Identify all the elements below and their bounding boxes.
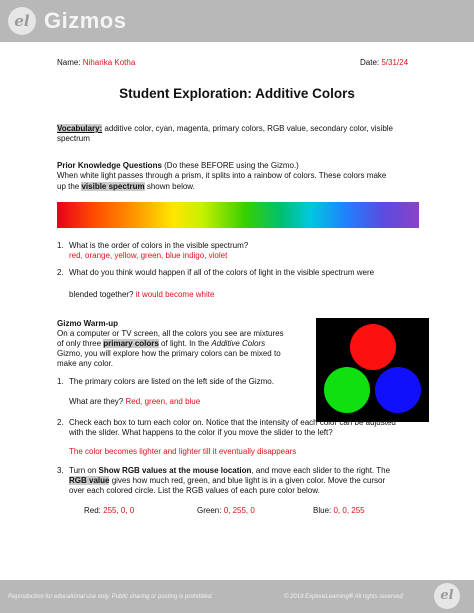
red-rgb-row (84, 506, 134, 516)
page-title: Student Exploration: Additive Colors (119, 86, 355, 101)
green-rgb-row (197, 506, 255, 516)
prior-knowledge-heading: Prior Knowledge Questions (57, 161, 162, 170)
vocabulary-text: additive color, cyan, magenta, primary colors, RGB value, secondary color, visible (102, 124, 393, 133)
rgb-circles-svg (316, 318, 429, 422)
blue-rgb-label: Blue: (313, 506, 334, 515)
green-rgb-label: Green: (197, 506, 224, 515)
prior-text-pre: up the (57, 182, 82, 191)
green-circle (324, 367, 370, 413)
question-2-text-2 (69, 290, 214, 300)
question-2-text-cont: blended together? (69, 290, 134, 299)
warmup-1-question-text: What are they? (69, 397, 124, 406)
red-rgb-value: 255, 0, 0 (103, 506, 135, 515)
rgb-circles-image (316, 318, 429, 422)
date-row (360, 58, 408, 68)
visible-spectrum-term: visible spectrum (81, 182, 145, 191)
question-2-text: What do you think would happen if all of the colors of light in the visible spectrum were (69, 268, 375, 277)
question-1-number: 1. (57, 241, 64, 250)
footer-logo-icon: el (434, 583, 460, 609)
prior-text-line-2 (57, 182, 195, 192)
blue-rgb-value: 0, 0, 255 (333, 506, 365, 515)
vocabulary-label: Vocabulary: (57, 124, 103, 133)
vocabulary-line (57, 124, 393, 134)
warmup-3-line-2 (69, 476, 385, 486)
warmup-line-2 (57, 339, 265, 349)
blue-rgb-row (313, 506, 365, 516)
red-rgb-label: Red: (84, 506, 104, 515)
primary-colors-term: primary colors (103, 339, 159, 348)
warmup-line-4: make any color. (57, 359, 114, 368)
red-circle (350, 324, 396, 370)
warmup-heading: Gizmo Warm-up (57, 319, 119, 328)
visible-spectrum-image (57, 202, 419, 228)
footer-copyright: © 2019 ExploreLearning® All rights reserved (284, 594, 403, 600)
blue-circle (375, 367, 421, 413)
question-1-answer: red, orange, yellow, green, blue indigo, violet (69, 251, 228, 260)
warmup-1-text: The primary colors are listed on the left side of the Gizmo. (69, 377, 274, 386)
name-row (57, 58, 135, 68)
warmup-line-3: Gizmo, you will explore how the primary colors can be mixed to (57, 349, 281, 358)
warmup-line-2-post: of light. In the (158, 339, 212, 348)
warmup-line-2-pre: of only three (57, 339, 104, 348)
warmup-2-text: Check each box to turn each color on. Notice that the intensity of each color can be adjusted (69, 418, 396, 427)
rgb-value-term: RGB value (69, 476, 110, 485)
question-1-text: What is the order of colors in the visible spectrum? (69, 241, 249, 250)
warmup-2-answer: The color becomes lighter and lighter till it eventually disappears (69, 447, 297, 456)
explorelearning-logo-icon: el (8, 7, 36, 35)
green-rgb-value: 0, 255, 0 (223, 506, 255, 515)
question-2-answer: it would become white (133, 290, 215, 299)
date-value: 5/31/24 (381, 58, 409, 67)
warmup-3-line-1-post: , and move each slider to the right. The (251, 466, 391, 475)
warmup-2-text-2: with the slider. What happens to the color if you move the slider to the left? (69, 428, 333, 437)
date-label: Date: (360, 58, 380, 67)
warmup-3-line-3: over each colored circle. List the RGB values of each pure color below. (69, 486, 320, 495)
warmup-1-number: 1. (57, 377, 64, 386)
footer-notice: Reproduction for educational use only. Public sharing or posting is prohibited. (8, 594, 214, 600)
prior-knowledge-note: (Do these BEFORE using the Gizmo.) (161, 161, 299, 170)
prior-text-post: shown below. (144, 182, 195, 191)
warmup-2-number: 2. (57, 418, 64, 427)
brand-title: Gizmos (44, 8, 127, 33)
show-rgb-values-term: Show RGB values at the mouse location (98, 466, 252, 475)
prior-knowledge-heading-row (57, 161, 299, 171)
vocabulary-line-2: spectrum (57, 134, 90, 143)
question-2-number: 2. (57, 268, 64, 277)
warmup-line-1: On a computer or TV screen, all the colors you see are mixtures (57, 329, 284, 338)
prior-text-line-1: When white light passes through a prism, it splits into a rainbow of colors. These colors make (57, 171, 387, 180)
warmup-3-number: 3. (57, 466, 64, 475)
warmup-3-line-2-post: gives how much red, green, and blue light is in a given color. Move the cursor (109, 476, 386, 485)
warmup-1-answer: Red, green, and blue (123, 397, 201, 406)
warmup-1-question (69, 397, 200, 407)
name-label: Name: (57, 58, 81, 67)
warmup-3-line-1 (69, 466, 390, 476)
gizmos-header (0, 0, 474, 42)
name-value: Niharika Kotha (82, 58, 136, 67)
warmup-3-line-1-pre: Turn on (69, 466, 99, 475)
additive-colors-gizmo-name: Additive Colors (211, 339, 266, 348)
